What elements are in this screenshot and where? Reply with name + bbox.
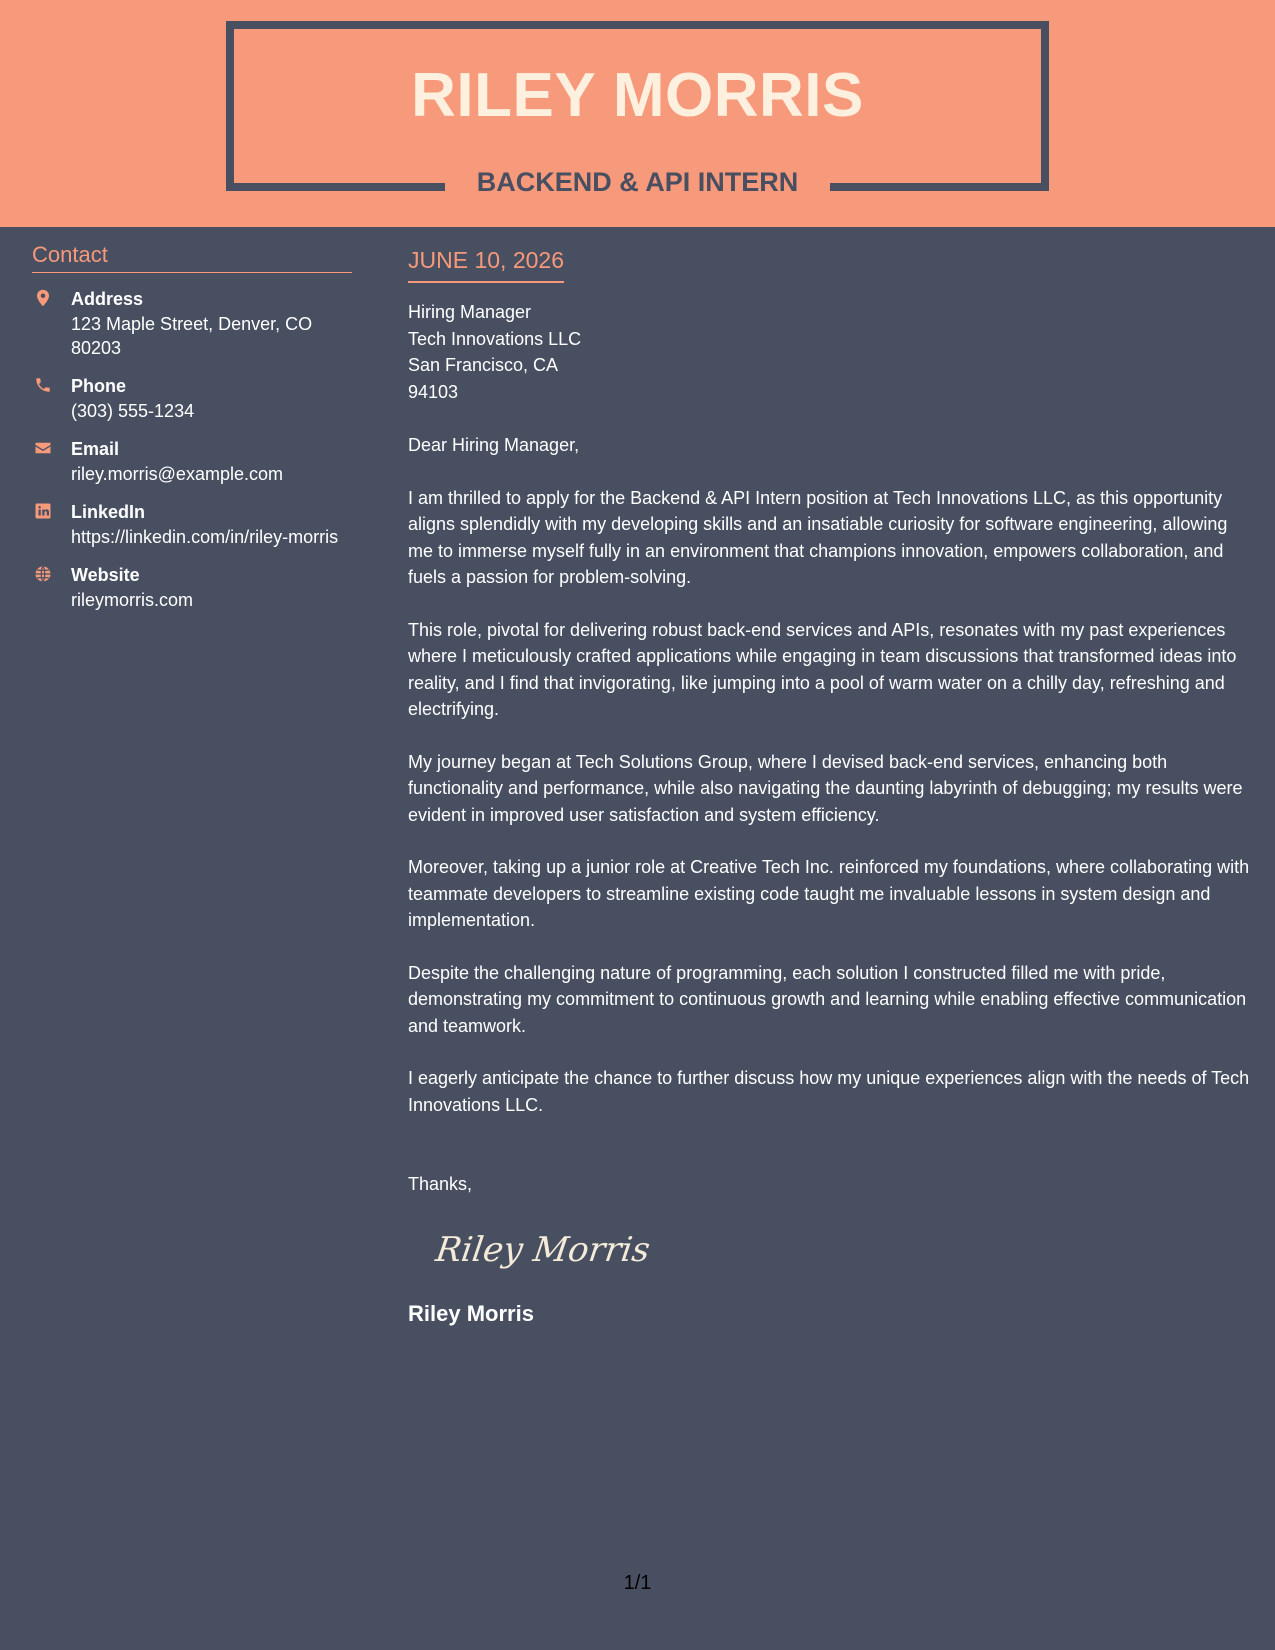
contact-label: Phone	[71, 376, 127, 396]
header-banner	[0, 0, 1275, 227]
globe-icon	[34, 565, 52, 583]
closing: Thanks,	[408, 1174, 473, 1194]
contact-phone	[32, 374, 352, 423]
contact-value[interactable]: riley.morris@example.com	[71, 464, 283, 484]
contact-value: (303) 555-1234	[71, 401, 195, 421]
contact-label: Website	[71, 565, 140, 585]
signature: Riley Morris	[433, 1229, 653, 1270]
contact-sidebar	[32, 242, 352, 612]
job-title: BACKEND & API INTERN	[445, 160, 830, 204]
contact-value[interactable]: https://linkedin.com/in/riley-morris	[71, 527, 339, 547]
paragraph: This role, pivotal for delivering robust back-end services and APIs, resonates with my past experiences where I meticulously crafted applications while engaging in team discussions that transformed ideas into reality, and I find that invigorating, like jumping into a pool of warm water on a chilly day, refreshing and electrifying.	[408, 619, 1237, 719]
paragraph: I am thrilled to apply for the Backend & API Intern position at Tech Innovations LLC, as this opportunity aligns splendidly with my developing skills and an insatiable curiosity for software engineering, allowing me to immerse myself fully in an environment that champions innovation, empowers collaboration, and fuels a passion for problem-solving.	[408, 487, 1228, 587]
paragraph: My journey began at Tech Solutions Group, where I devised back-end services, enhancing both functionality and performance, while also navigating the daunting labyrinth of debugging; my results were evident in improved user satisfaction and system efficiency.	[408, 751, 1243, 825]
applicant-name: RILEY MORRIS	[411, 61, 864, 130]
letter-date: JUNE 10, 2026	[408, 245, 564, 283]
paragraph: Despite the challenging nature of programming, each solution I constructed filled me with pride, demonstrating my commitment to continuous growth and learning while enabling effective communication and teamwork.	[408, 962, 1247, 1036]
contact-website	[32, 563, 352, 612]
linkedin-icon	[34, 502, 52, 520]
contact-value[interactable]: rileymorris.com	[71, 590, 194, 610]
location-pin-icon	[34, 289, 52, 307]
contact-label: LinkedIn	[71, 502, 146, 522]
salutation: Dear Hiring Manager,	[408, 435, 580, 455]
letter-body	[408, 245, 1250, 1327]
recipient-line: Tech Innovations LLC	[408, 328, 582, 349]
contact-heading: Contact	[32, 242, 352, 273]
recipient-line: San Francisco, CA	[408, 355, 559, 375]
paragraph: I eagerly anticipate the chance to further discuss how my unique experiences align with the needs of Tech Innovations LLC.	[408, 1068, 1250, 1115]
recipient-block	[408, 299, 1250, 405]
contact-linkedin	[32, 500, 352, 549]
signer-name: Riley Morris	[408, 1300, 534, 1326]
recipient-line: Hiring Manager	[408, 302, 532, 322]
contact-value: 123 Maple Street, Denver, CO 80203	[71, 314, 313, 358]
paragraph: Moreover, taking up a junior role at Creative Tech Inc. reinforced my foundations, where collaborating with teammate developers to streamline existing code taught me invaluable lessons in system design and implementation.	[408, 857, 1250, 930]
envelope-icon	[34, 439, 52, 457]
page-number: 1/1	[623, 1572, 652, 1594]
contact-email	[32, 437, 352, 486]
contact-label: Email	[71, 439, 120, 459]
recipient-line: 94103	[408, 381, 459, 402]
contact-label: Address	[71, 289, 144, 309]
phone-icon	[34, 376, 52, 394]
contact-address	[32, 287, 352, 360]
